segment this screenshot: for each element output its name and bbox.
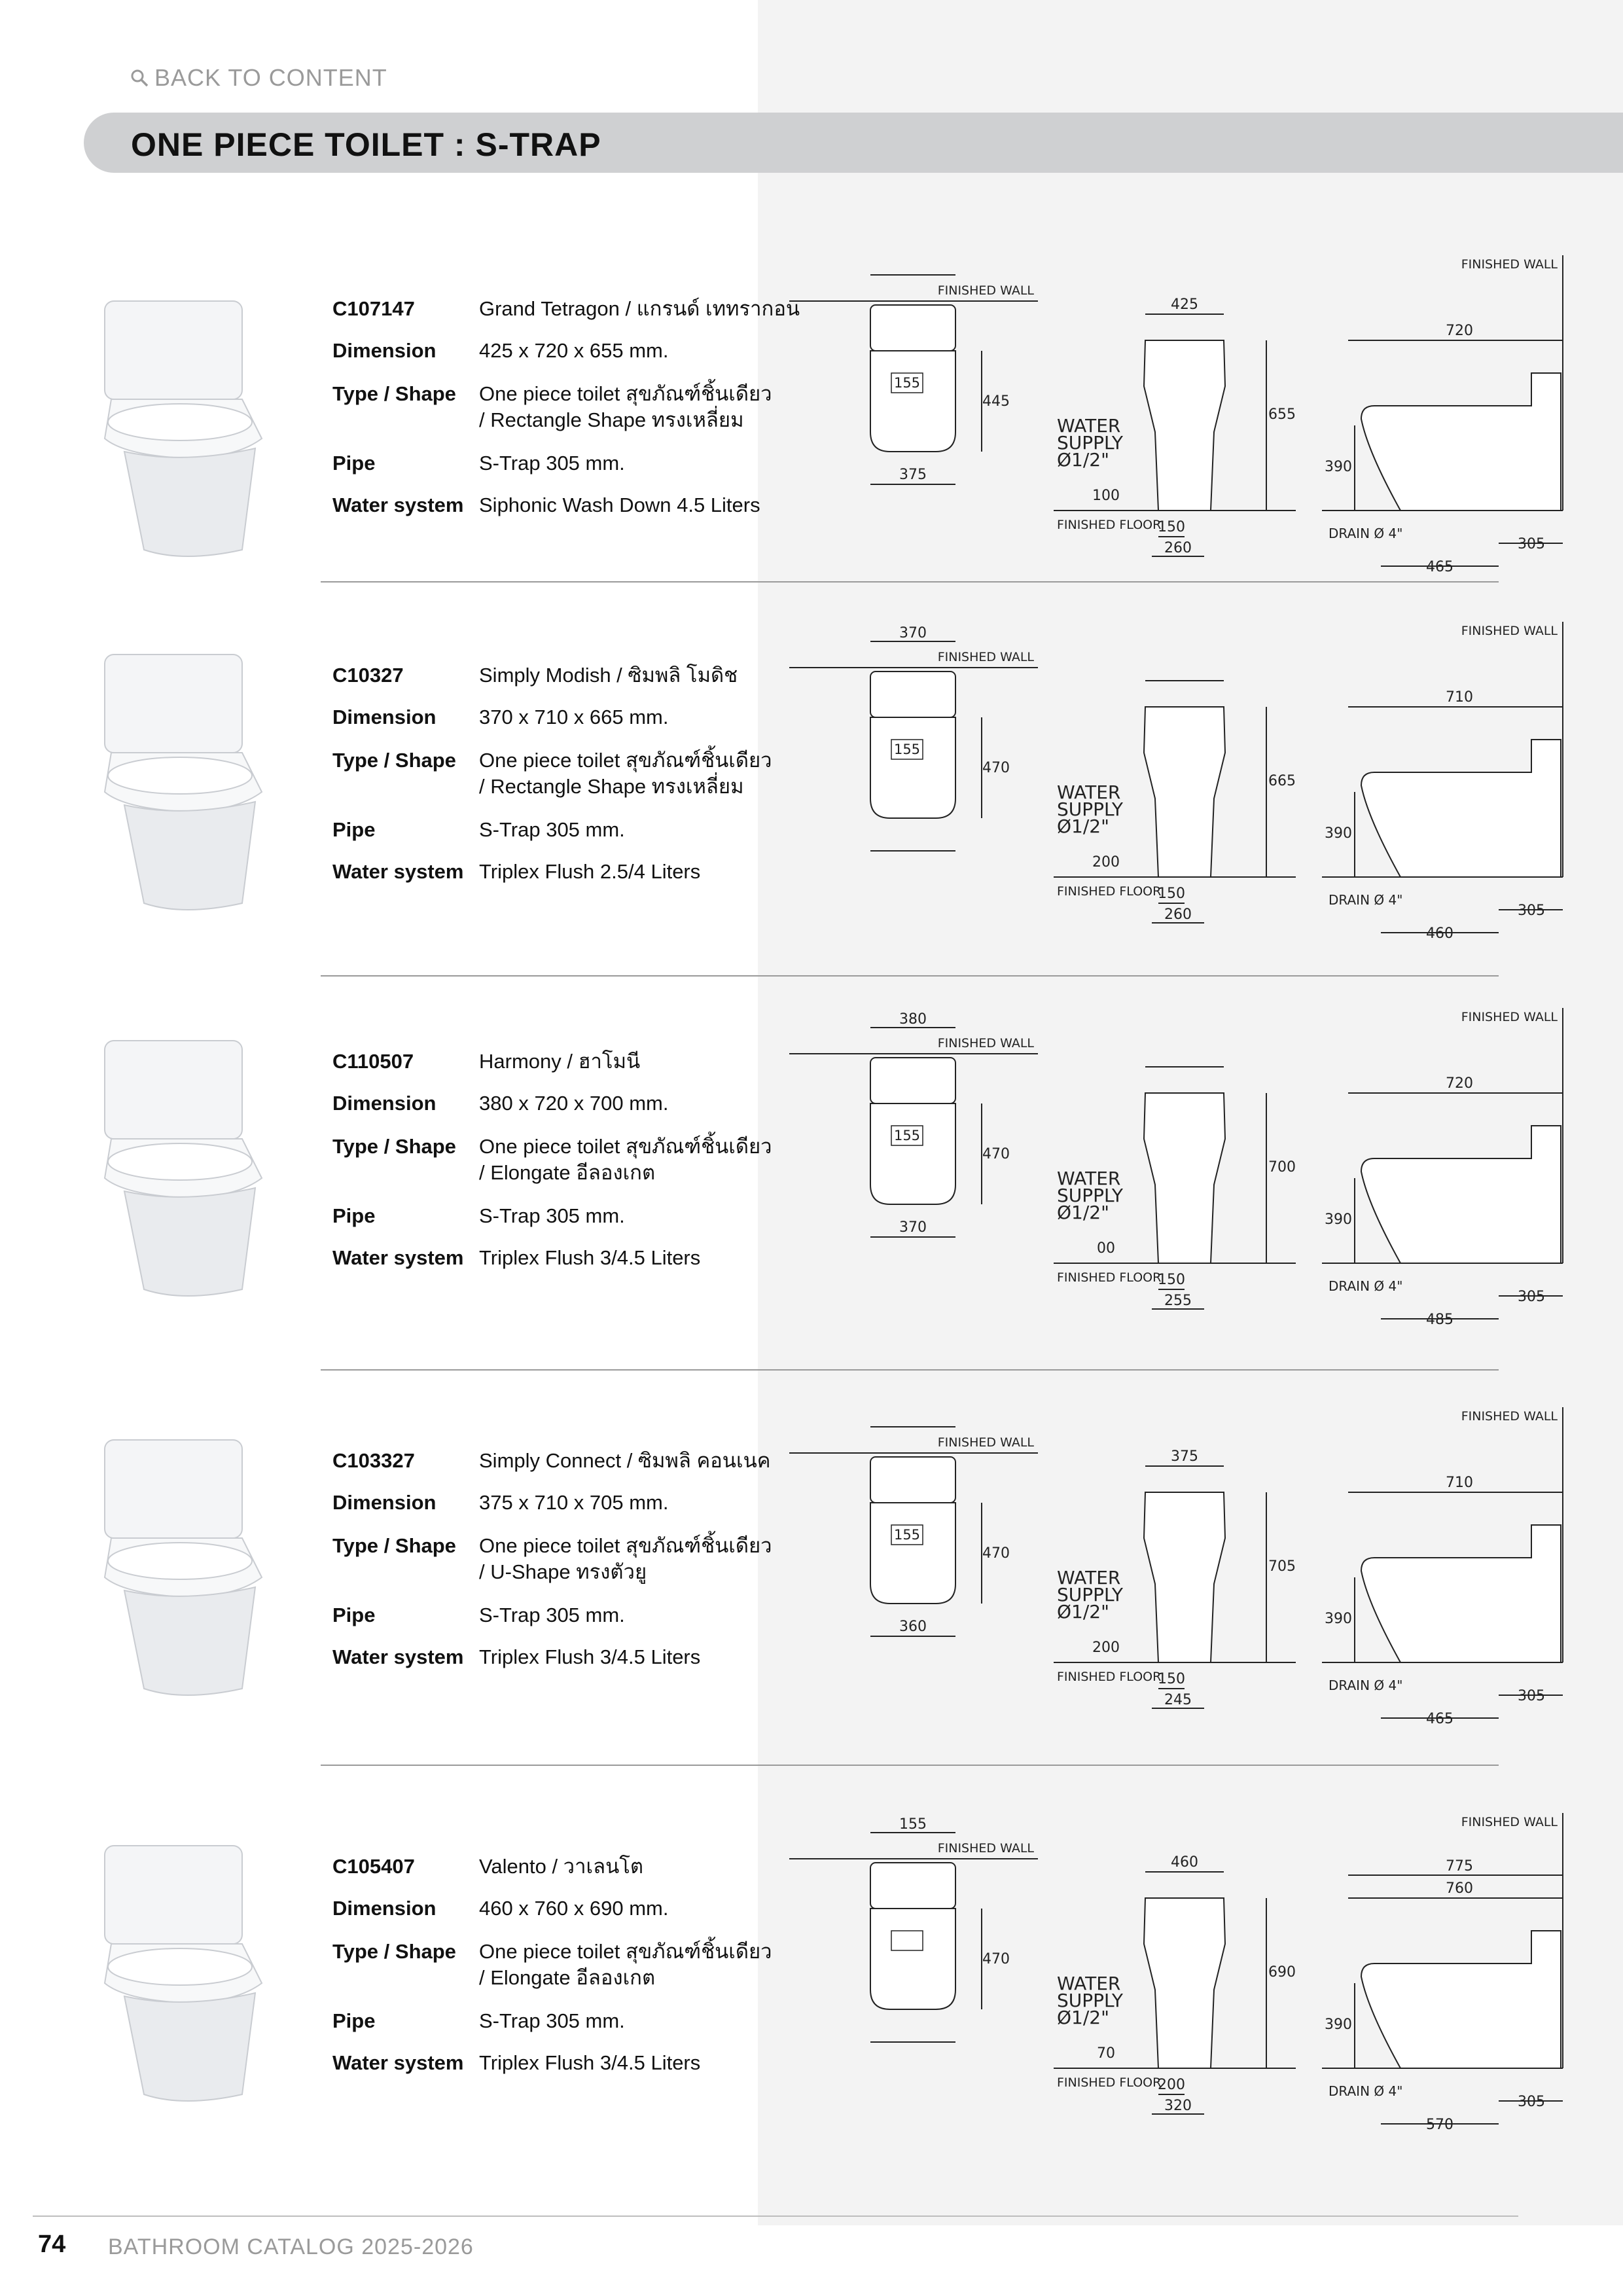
spec-value: 425 x 720 x 655 mm.: [479, 339, 669, 362]
finished-wall-label: FINISHED WALL: [937, 283, 1034, 298]
dim-front-height: 655: [1268, 406, 1296, 423]
finished-wall-side-label: FINISHED WALL: [1461, 1010, 1558, 1024]
spec-label: Pipe: [332, 452, 376, 475]
spec-label: C10327: [332, 664, 404, 687]
section-divider: [321, 581, 1499, 583]
back-to-content-link[interactable]: [130, 64, 387, 92]
dim-top-hole: 155: [893, 375, 921, 391]
dim-side-base: 465: [1426, 559, 1454, 575]
spec-value: 460 x 760 x 690 mm.: [479, 1897, 669, 1920]
supply-size-label: Ø1/2": [1057, 2007, 1109, 2028]
spec-value: Simply Connect / ซิมพลิ คอนเนค: [479, 1449, 771, 1472]
dim-side-length: 710: [1446, 689, 1473, 706]
spec-value: One piece toilet สุขภัณฑ์ชิ้นเดียว: [479, 382, 772, 405]
drain-label: DRAIN Ø 4": [1329, 526, 1403, 541]
finished-floor-label: FINISHED FLOOR: [1057, 2075, 1162, 2090]
spec-value: 370 x 710 x 665 mm.: [479, 706, 669, 728]
finished-wall-label: FINISHED WALL: [937, 1036, 1034, 1050]
dim-front-150: 150: [1158, 519, 1185, 535]
spec-label: Dimension: [332, 706, 437, 728]
dim-top-hole: 155: [893, 1128, 921, 1143]
toilet-side: [1361, 740, 1561, 877]
dim-supply-height: 200: [1092, 854, 1120, 870]
toilet-front: [1144, 1093, 1225, 1263]
dim-side-height: 390: [1325, 459, 1352, 475]
back-link-label: BACK TO CONTENT: [154, 64, 387, 91]
dim-front-150: 200: [1158, 2077, 1185, 2093]
dim-front-base: 245: [1164, 1692, 1192, 1708]
tank-top: [870, 1058, 955, 1103]
tank-top: [870, 672, 955, 717]
spec-value: One piece toilet สุขภัณฑ์ชิ้นเดียว: [479, 1940, 772, 1963]
toilet-photo: [65, 1833, 321, 2121]
spec-value: Valento / วาเลนโต: [479, 1855, 644, 1878]
spec-label: C107147: [332, 297, 415, 320]
spec-value: Simply Modish / ซิมพลิ โมดิช: [479, 664, 738, 687]
dim-top-width: 380: [899, 1011, 927, 1028]
spec-value: 380 x 720 x 700 mm.: [479, 1092, 669, 1115]
dim-side-length: 720: [1446, 1075, 1473, 1092]
dim-top-width: 155: [899, 1816, 927, 1833]
footer-divider: [33, 2215, 1518, 2217]
dim-top-hole: 155: [893, 1527, 921, 1543]
spec-label: Pipe: [332, 1604, 376, 1626]
supply-label: SUPPLY: [1057, 798, 1124, 820]
spec-label: Water system: [332, 493, 464, 516]
spec-value: / Elongate อีลองเกต: [479, 1966, 656, 1989]
dim-side-305: 305: [1518, 2094, 1545, 2110]
page-number: 74: [38, 2231, 66, 2258]
spec-value: / U-Shape ทรงตัวยู: [479, 1560, 647, 1583]
dim-supply-height: 100: [1092, 488, 1120, 504]
toilet-front: [1144, 707, 1225, 877]
spec-label: C105407: [332, 1855, 415, 1878]
toilet-side: [1361, 1931, 1561, 2068]
dim-front-base: 260: [1164, 906, 1192, 923]
supply-label: SUPPLY: [1057, 1185, 1124, 1206]
dim-front-width: 425: [1171, 296, 1198, 313]
toilet-front: [1144, 1898, 1225, 2068]
dim-top-bottom: 375: [899, 467, 927, 483]
dim-top-depth: 445: [982, 393, 1010, 410]
spec-label: Dimension: [332, 1491, 437, 1514]
supply-size-label: Ø1/2": [1057, 1601, 1109, 1623]
bowl-top: [870, 717, 955, 818]
supply-label: SUPPLY: [1057, 1584, 1124, 1605]
toilet-photo: [65, 641, 321, 929]
dim-top-bottom: 370: [899, 1219, 927, 1236]
dim-front-base: 320: [1164, 2098, 1192, 2114]
dim-side-height: 390: [1325, 1611, 1352, 1627]
finished-wall-side-label: FINISHED WALL: [1461, 624, 1558, 638]
spec-value: 375 x 710 x 705 mm.: [479, 1491, 669, 1514]
product-section: [0, 1815, 1623, 2225]
dim-side-length: 760: [1446, 1880, 1473, 1897]
dim-top-depth: 470: [982, 1545, 1010, 1562]
spec-label: C103327: [332, 1449, 415, 1472]
dim-supply-height: 00: [1097, 1240, 1115, 1257]
spec-label: Dimension: [332, 1092, 437, 1115]
dim-side-305: 305: [1518, 1688, 1545, 1704]
spec-value: Triplex Flush 3/4.5 Liters: [479, 2051, 701, 2074]
technical-drawing: [785, 602, 1571, 969]
water-label: WATER: [1057, 415, 1121, 437]
finished-floor-label: FINISHED FLOOR: [1057, 884, 1162, 899]
spec-label: Pipe: [332, 1204, 376, 1227]
spec-label: C110507: [332, 1050, 414, 1073]
spec-value: Triplex Flush 2.5/4 Liters: [479, 860, 701, 883]
dim-front-base: 255: [1164, 1293, 1192, 1309]
finished-floor-label: FINISHED FLOOR: [1057, 1670, 1162, 1684]
dim-front-150: 150: [1158, 886, 1185, 902]
dim-front-height: 665: [1268, 773, 1296, 789]
spec-label: Pipe: [332, 818, 376, 841]
supply-size-label: Ø1/2": [1057, 449, 1109, 471]
dim-front-150: 150: [1158, 1671, 1185, 1687]
section-divider: [321, 1765, 1499, 1766]
technical-drawing: [785, 1388, 1571, 1754]
spec-label: Water system: [332, 1645, 464, 1668]
dim-front-height: 700: [1268, 1159, 1296, 1175]
dim-side-height: 390: [1325, 825, 1352, 842]
spec-value: One piece toilet สุขภัณฑ์ชิ้นเดียว: [479, 1135, 772, 1158]
spec-label: Water system: [332, 2051, 464, 2074]
water-label: WATER: [1057, 1973, 1121, 1994]
spec-label: Type / Shape: [332, 382, 456, 405]
tank-top: [870, 1457, 955, 1503]
dim-side-305: 305: [1518, 1289, 1545, 1305]
bowl-top: [870, 1909, 955, 2009]
dim-side-length-outer: 775: [1446, 1858, 1473, 1874]
spec-value: S-Trap 305 mm.: [479, 1604, 625, 1626]
toilet-side: [1361, 1525, 1561, 1662]
finished-wall-side-label: FINISHED WALL: [1461, 1815, 1558, 1829]
spec-value: Triplex Flush 3/4.5 Liters: [479, 1645, 701, 1668]
dim-side-305: 305: [1518, 903, 1545, 919]
tank-top: [870, 305, 955, 351]
supply-label: SUPPLY: [1057, 432, 1124, 454]
dim-side-base: 460: [1426, 925, 1454, 942]
bowl-top: [870, 1103, 955, 1204]
drain-label: DRAIN Ø 4": [1329, 1278, 1403, 1294]
dim-front-base: 260: [1164, 540, 1192, 556]
spec-value: Siphonic Wash Down 4.5 Liters: [479, 493, 760, 516]
section-divider: [321, 1369, 1499, 1371]
dim-supply-height: 70: [1097, 2045, 1115, 2062]
finished-wall-side-label: FINISHED WALL: [1461, 1409, 1558, 1424]
dim-front-width: 460: [1171, 1854, 1198, 1871]
bowl-top: [870, 1503, 955, 1604]
technical-drawing: [785, 988, 1571, 1355]
spec-value: S-Trap 305 mm.: [479, 818, 625, 841]
spec-value: Triplex Flush 3/4.5 Liters: [479, 1246, 701, 1269]
spec-label: Water system: [332, 1246, 464, 1269]
water-label: WATER: [1057, 1168, 1121, 1189]
title-bar: [84, 113, 1623, 173]
catalog-name: BATHROOM CATALOG 2025-2026: [108, 2234, 474, 2259]
dim-top-hole: 155: [893, 742, 921, 757]
spec-label: Water system: [332, 860, 464, 883]
page-title: ONE PIECE TOILET : S-TRAP: [131, 126, 601, 163]
dim-front-150: 150: [1158, 1272, 1185, 1288]
dim-top-depth: 470: [982, 760, 1010, 776]
tank-top: [870, 1863, 955, 1909]
spec-value: One piece toilet สุขภัณฑ์ชิ้นเดียว: [479, 749, 772, 772]
spec-label: Pipe: [332, 2009, 376, 2032]
dim-front-height: 690: [1268, 1964, 1296, 1981]
bowl-top: [870, 351, 955, 452]
dim-front-height: 705: [1268, 1558, 1296, 1575]
finished-floor-label: FINISHED FLOOR: [1057, 518, 1162, 532]
spec-value: S-Trap 305 mm.: [479, 452, 625, 475]
dim-top-width: 370: [899, 625, 927, 641]
spec-label: Type / Shape: [332, 1534, 456, 1557]
spec-value: S-Trap 305 mm.: [479, 2009, 625, 2032]
drain-label: DRAIN Ø 4": [1329, 2083, 1403, 2099]
toilet-front: [1144, 340, 1225, 511]
dim-side-base: 570: [1426, 2117, 1454, 2133]
spec-label: Type / Shape: [332, 1940, 456, 1963]
spec-label: Type / Shape: [332, 749, 456, 772]
toilet-side: [1361, 1126, 1561, 1263]
spec-label: Type / Shape: [332, 1135, 456, 1158]
technical-drawing: [785, 1793, 1571, 2160]
toilet-side: [1361, 373, 1561, 511]
spec-value: Harmony / ฮาโมนี: [479, 1050, 641, 1073]
drain-label: DRAIN Ø 4": [1329, 1677, 1403, 1693]
dim-top-depth: 470: [982, 1146, 1010, 1162]
dim-top-bottom: 360: [899, 1619, 927, 1635]
spec-value: S-Trap 305 mm.: [479, 1204, 625, 1227]
toilet-photo: [65, 1427, 321, 1715]
dim-top-depth: 470: [982, 1951, 1010, 1967]
dim-side-height: 390: [1325, 1211, 1352, 1228]
drain-label: DRAIN Ø 4": [1329, 892, 1403, 908]
supply-size-label: Ø1/2": [1057, 816, 1109, 837]
spec-value: / Rectangle Shape ทรงเหลี่ยม: [479, 775, 744, 798]
water-label: WATER: [1057, 1567, 1121, 1588]
toilet-photo: [65, 1028, 321, 1316]
section-divider: [321, 975, 1499, 977]
spec-value: One piece toilet สุขภัณฑ์ชิ้นเดียว: [479, 1534, 772, 1557]
dim-side-base: 485: [1426, 1312, 1454, 1328]
finished-wall-label: FINISHED WALL: [937, 1841, 1034, 1856]
spec-value: Grand Tetragon / แกรนด์ เททรากอน: [479, 297, 800, 320]
supply-label: SUPPLY: [1057, 1990, 1124, 2011]
spec-value: / Elongate อีลองเกต: [479, 1161, 656, 1184]
spec-value: / Rectangle Shape ทรงเหลี่ยม: [479, 408, 744, 431]
water-label: WATER: [1057, 781, 1121, 803]
dim-side-305: 305: [1518, 536, 1545, 552]
toilet-photo: [65, 288, 321, 576]
dim-side-height: 390: [1325, 2017, 1352, 2033]
spec-label: Dimension: [332, 1897, 437, 1920]
dim-side-length: 720: [1446, 323, 1473, 339]
finished-floor-label: FINISHED FLOOR: [1057, 1270, 1162, 1285]
finished-wall-side-label: FINISHED WALL: [1461, 257, 1558, 272]
dim-front-width: 375: [1171, 1448, 1198, 1465]
product-section: [0, 1409, 1623, 1820]
dim-side-base: 465: [1426, 1711, 1454, 1727]
toilet-front: [1144, 1492, 1225, 1662]
product-section: [0, 1010, 1623, 1420]
finished-wall-label: FINISHED WALL: [937, 650, 1034, 664]
spec-label: Dimension: [332, 339, 437, 362]
technical-drawing: [785, 236, 1571, 602]
finished-wall-label: FINISHED WALL: [937, 1435, 1034, 1450]
dim-supply-height: 200: [1092, 1640, 1120, 1656]
dim-side-length: 710: [1446, 1475, 1473, 1491]
supply-size-label: Ø1/2": [1057, 1202, 1109, 1223]
search-icon: [130, 68, 149, 88]
